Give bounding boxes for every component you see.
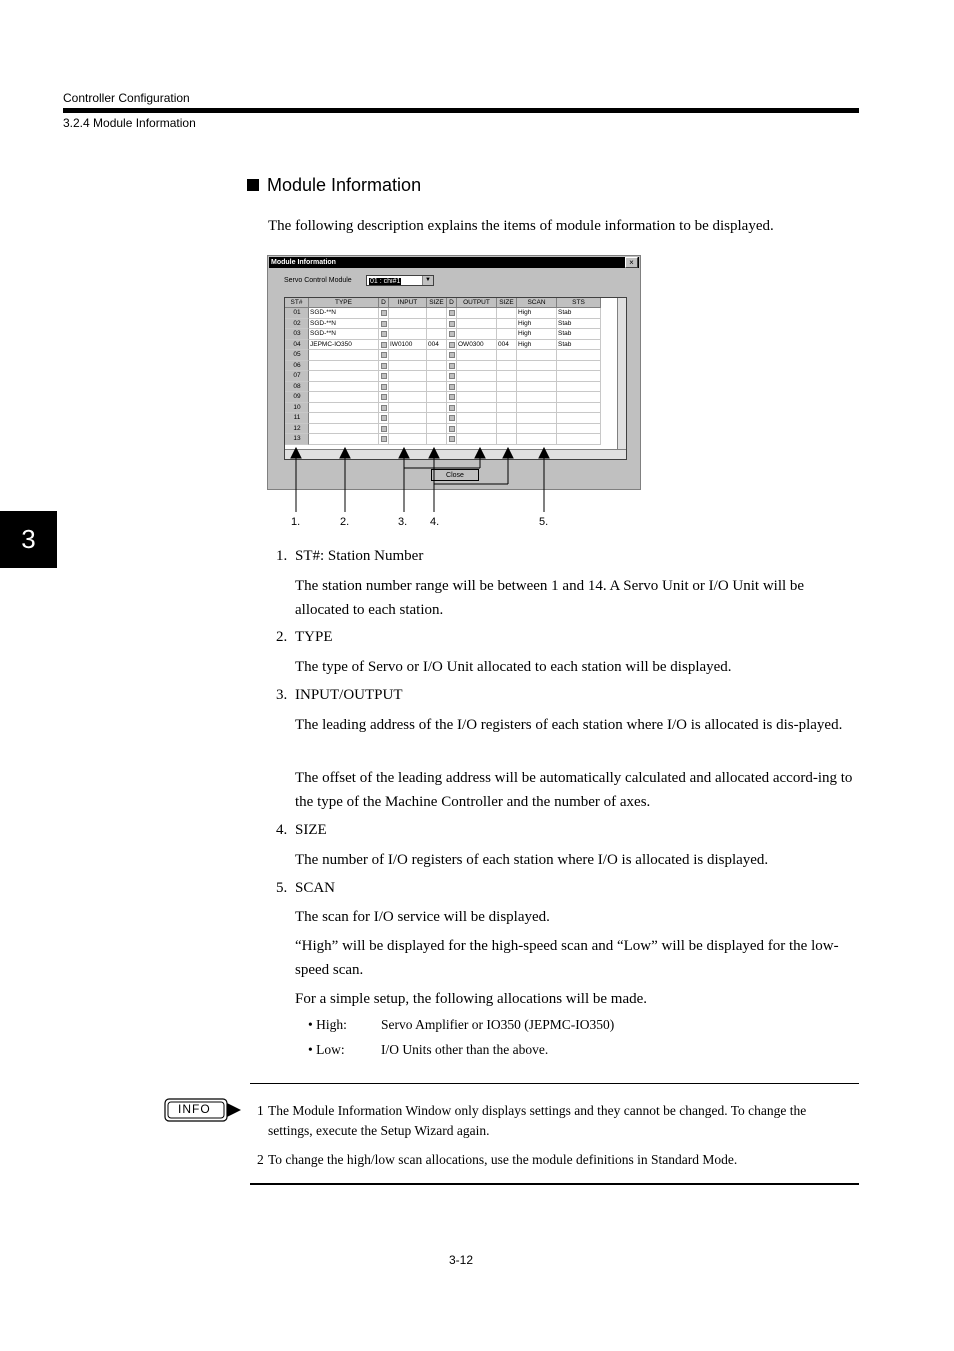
grid-cell-isize: [427, 350, 447, 361]
grid-cell-st: 08: [285, 382, 309, 393]
grid-cell-isize: [427, 424, 447, 435]
item-paragraph: The leading address of the I/O registers of each station where I/O is allocated is dis-played.: [295, 717, 843, 733]
item-paragraph: The scan for I/O service will be displayed.: [295, 909, 550, 925]
servo-control-module-label: Servo Control Module: [284, 277, 352, 284]
grid-cell-type: SGD-**N: [309, 319, 379, 330]
grid-cell-sts: [557, 392, 601, 403]
grid-column-header: D: [379, 298, 389, 308]
grid-row[interactable]: [285, 329, 619, 340]
grid-cell-input: [389, 371, 427, 382]
grid-cell-d: [447, 371, 457, 382]
grid-cell-osize: [497, 350, 517, 361]
grid-cell-type: [309, 361, 379, 372]
item-title: SCAN: [295, 880, 336, 896]
grid-cell-osize: [497, 413, 517, 424]
grid-cell-type: [309, 413, 379, 424]
grid-cell-osize: [497, 392, 517, 403]
bullet-label: • High:: [308, 1017, 347, 1032]
grid-cell-output: [457, 329, 497, 340]
grid-column-header: INPUT: [389, 298, 427, 308]
grid-cell-output: [457, 308, 497, 319]
grid-row[interactable]: [285, 392, 619, 403]
d-checkbox-icon[interactable]: [449, 426, 455, 432]
grid-cell-input: [389, 308, 427, 319]
grid-column-header: SIZE: [497, 298, 517, 308]
grid-cell-sts: [557, 424, 601, 435]
vertical-scrollbar[interactable]: [617, 298, 626, 449]
grid-cell-isize: [427, 434, 447, 445]
header-rule: [63, 108, 859, 113]
grid-cell-sts: [557, 403, 601, 414]
d-checkbox-icon[interactable]: [449, 436, 455, 442]
grid-row[interactable]: [285, 308, 619, 319]
grid-cell-output: [457, 424, 497, 435]
d-checkbox-icon[interactable]: [381, 331, 387, 337]
grid-column-header: SIZE: [427, 298, 447, 308]
grid-cell-input: [389, 319, 427, 330]
grid-cell-isize: [427, 403, 447, 414]
grid-cell-output: [457, 413, 497, 424]
grid-cell-d: [447, 392, 457, 403]
grid-cell-scan: [517, 382, 557, 393]
d-checkbox-icon[interactable]: [381, 415, 387, 421]
item-paragraph: The offset of the leading address will be automatically calculated and allocated accord-ing to the type of the Machine Controller and the number of axes.: [295, 770, 853, 810]
item-paragraph: “High” will be displayed for the high-speed scan and “Low” will be displayed for the low-speed scan.: [295, 938, 839, 978]
item-title: TYPE: [295, 629, 333, 645]
grid-cell-osize: [497, 371, 517, 382]
grid-cell-isize: [427, 371, 447, 382]
d-checkbox-icon[interactable]: [381, 352, 387, 358]
grid-cell-st: 02: [285, 319, 309, 330]
grid-cell-type: [309, 382, 379, 393]
intro-paragraph: The following description explains the items of module information to be displayed.: [268, 218, 774, 234]
grid-cell-type: [309, 403, 379, 414]
callout-label-5: 5.: [539, 516, 549, 528]
grid-cell-sts: Stab: [557, 308, 601, 319]
item-title: INPUT/OUTPUT: [295, 687, 403, 703]
grid-cell-input: [389, 434, 427, 445]
info-note-text: To change the high/low scan allocations, use the module definitions in Standard Mode.: [268, 1152, 738, 1167]
module-information-window: [267, 255, 641, 490]
running-header-title: Controller Configuration: [63, 91, 190, 105]
grid-cell-osize: [497, 361, 517, 372]
grid-cell-osize: [497, 424, 517, 435]
grid-cell-scan: High: [517, 340, 557, 351]
grid-cell-osize: [497, 382, 517, 393]
grid-cell-st: 11: [285, 413, 309, 424]
item-paragraph: For a simple setup, the following allocations will be made.: [295, 991, 648, 1007]
info-top-rule: [250, 1083, 859, 1084]
d-checkbox-icon[interactable]: [449, 310, 455, 316]
item-paragraph: The number of I/O registers of each station where I/O is allocated is displayed.: [295, 852, 769, 868]
grid-cell-st: 10: [285, 403, 309, 414]
grid-cell-input: IW0100: [389, 340, 427, 351]
grid-cell-d: [447, 350, 457, 361]
grid-cell-osize: [497, 329, 517, 340]
grid-cell-d: [447, 329, 457, 340]
grid-cell-isize: [427, 329, 447, 340]
grid-row[interactable]: [285, 434, 619, 445]
d-checkbox-icon[interactable]: [449, 342, 455, 348]
callout-label-4: 4.: [430, 516, 440, 528]
grid-cell-d: [447, 340, 457, 351]
callout-label-3: 3.: [398, 516, 408, 528]
grid-cell-sts: [557, 413, 601, 424]
bullet-text: Servo Amplifier or IO350 (JEPMC-IO350): [381, 1017, 615, 1032]
grid-cell-scan: [517, 413, 557, 424]
grid-cell-type: [309, 424, 379, 435]
grid-cell-d: [447, 403, 457, 414]
grid-cell-type: SGD-**N: [309, 329, 379, 340]
grid-cell-d: [379, 434, 389, 445]
grid-cell-st: 03: [285, 329, 309, 340]
grid-cell-output: [457, 361, 497, 372]
bullet-text: I/O Units other than the above.: [381, 1042, 549, 1057]
horizontal-scrollbar[interactable]: [285, 449, 626, 459]
heading-square-icon: [247, 179, 259, 191]
grid-column-header: D: [447, 298, 457, 308]
grid-cell-input: [389, 424, 427, 435]
grid-cell-isize: [427, 382, 447, 393]
grid-cell-osize: [497, 434, 517, 445]
chapter-tab: 3: [0, 511, 57, 568]
info-note-text: The Module Information Window only displays settings and they cannot be changed. To change the: [268, 1103, 807, 1118]
bullet-label: • Low:: [308, 1042, 345, 1057]
servo-control-module-select[interactable]: [366, 275, 434, 286]
grid-cell-d: [447, 361, 457, 372]
grid-cell-sts: [557, 350, 601, 361]
grid-cell-st: 01: [285, 308, 309, 319]
item-number: 5.: [276, 880, 288, 896]
running-header-section: 3.2.4 Module Information: [63, 116, 196, 130]
grid-cell-d: [379, 413, 389, 424]
grid-cell-output: [457, 403, 497, 414]
grid-cell-d: [447, 308, 457, 319]
d-checkbox-icon[interactable]: [381, 342, 387, 348]
grid-cell-input: [389, 403, 427, 414]
grid-cell-output: [457, 392, 497, 403]
grid-cell-input: [389, 361, 427, 372]
d-checkbox-icon[interactable]: [381, 384, 387, 390]
grid-cell-scan: High: [517, 319, 557, 330]
section-heading: Module Information: [267, 175, 422, 195]
info-badge-label: INFO: [178, 1102, 211, 1116]
grid-cell-st: 13: [285, 434, 309, 445]
grid-cell-d: [447, 434, 457, 445]
grid-cell-isize: [427, 319, 447, 330]
grid-row[interactable]: [285, 350, 619, 361]
d-checkbox-icon[interactable]: [381, 363, 387, 369]
grid-column-header: STS: [557, 298, 601, 308]
grid-row[interactable]: [285, 340, 619, 351]
item-number: 4.: [276, 822, 288, 838]
grid-cell-type: [309, 434, 379, 445]
grid-cell-scan: High: [517, 308, 557, 319]
dropdown-arrow-icon[interactable]: ▼: [422, 276, 433, 285]
d-checkbox-icon[interactable]: [449, 331, 455, 337]
grid-cell-output: OW0300: [457, 340, 497, 351]
close-button[interactable]: Close: [431, 469, 479, 481]
grid-cell-st: 05: [285, 350, 309, 361]
d-checkbox-icon[interactable]: [381, 394, 387, 400]
grid-cell-sts: Stab: [557, 319, 601, 330]
item-number: 2.: [276, 629, 288, 645]
grid-row[interactable]: [285, 413, 619, 424]
grid-cell-st: 06: [285, 361, 309, 372]
grid-cell-input: [389, 392, 427, 403]
grid-cell-output: [457, 350, 497, 361]
window-title: Module Information: [269, 257, 639, 268]
grid-cell-isize: [427, 308, 447, 319]
grid-cell-d: [379, 392, 389, 403]
grid-cell-isize: 004: [427, 340, 447, 351]
grid-cell-st: 09: [285, 392, 309, 403]
d-checkbox-icon[interactable]: [449, 394, 455, 400]
grid-cell-st: 07: [285, 371, 309, 382]
grid-cell-scan: [517, 361, 557, 372]
item-title: ST#: Station Number: [295, 548, 424, 564]
item-title: SIZE: [295, 822, 327, 838]
grid-cell-d: [379, 382, 389, 393]
grid-cell-input: [389, 413, 427, 424]
grid-cell-output: [457, 434, 497, 445]
grid-column-header: OUTPUT: [457, 298, 497, 308]
grid-cell-scan: [517, 392, 557, 403]
d-checkbox-icon[interactable]: [449, 373, 455, 379]
grid-cell-osize: [497, 308, 517, 319]
grid-cell-scan: [517, 434, 557, 445]
d-checkbox-icon[interactable]: [381, 436, 387, 442]
grid-cell-osize: [497, 319, 517, 330]
d-checkbox-icon[interactable]: [449, 352, 455, 358]
grid-row[interactable]: [285, 382, 619, 393]
grid-cell-d: [447, 319, 457, 330]
grid-column-header: ST#: [285, 298, 309, 308]
grid-cell-type: JEPMC-IO350: [309, 340, 379, 351]
grid-cell-scan: [517, 350, 557, 361]
item-number: 1.: [276, 548, 288, 564]
grid-cell-sts: [557, 371, 601, 382]
grid-cell-d: [379, 319, 389, 330]
grid-row[interactable]: [285, 371, 619, 382]
grid-cell-d: [447, 424, 457, 435]
grid-cell-isize: [427, 413, 447, 424]
grid-cell-isize: [427, 392, 447, 403]
grid-cell-d: [379, 340, 389, 351]
grid-row[interactable]: [285, 319, 619, 330]
d-checkbox-icon[interactable]: [449, 321, 455, 327]
module-grid: [284, 297, 627, 460]
grid-cell-type: [309, 350, 379, 361]
grid-cell-scan: [517, 403, 557, 414]
info-note-number: 2: [257, 1152, 264, 1167]
grid-cell-sts: [557, 382, 601, 393]
grid-cell-sts: Stab: [557, 329, 601, 340]
grid-cell-osize: [497, 403, 517, 414]
grid-cell-d: [379, 424, 389, 435]
info-note-text: settings, execute the Setup Wizard again.: [268, 1123, 490, 1138]
grid-cell-d: [379, 403, 389, 414]
grid-cell-osize: 004: [497, 340, 517, 351]
grid-cell-type: [309, 392, 379, 403]
grid-cell-st: 12: [285, 424, 309, 435]
callout-label-2: 2.: [340, 516, 350, 528]
grid-cell-d: [379, 361, 389, 372]
grid-cell-d: [447, 413, 457, 424]
grid-column-header: SCAN: [517, 298, 557, 308]
grid-cell-type: SGD-**N: [309, 308, 379, 319]
grid-row[interactable]: [285, 361, 619, 372]
servo-control-module-value: 01 : chi#1: [370, 278, 401, 285]
window-close-icon[interactable]: ×: [625, 257, 638, 268]
d-checkbox-icon[interactable]: [449, 415, 455, 421]
d-checkbox-icon[interactable]: [449, 384, 455, 390]
grid-cell-sts: [557, 361, 601, 372]
d-checkbox-icon[interactable]: [381, 321, 387, 327]
grid-cell-d: [379, 308, 389, 319]
callout-label-1: 1.: [291, 516, 301, 528]
grid-cell-output: [457, 371, 497, 382]
page-number: 3-12: [449, 1253, 474, 1267]
grid-cell-scan: High: [517, 329, 557, 340]
grid-cell-input: [389, 382, 427, 393]
grid-cell-sts: Stab: [557, 340, 601, 351]
d-checkbox-icon[interactable]: [449, 405, 455, 411]
grid-cell-d: [447, 382, 457, 393]
grid-cell-isize: [427, 361, 447, 372]
grid-cell-scan: [517, 424, 557, 435]
grid-row[interactable]: [285, 403, 619, 414]
item-paragraph: The station number range will be between 1 and 14. A Servo Unit or I/O Unit will be allocated to each station.: [295, 578, 805, 618]
grid-cell-output: [457, 382, 497, 393]
item-number: 3.: [276, 687, 288, 703]
grid-cell-output: [457, 319, 497, 330]
grid-cell-scan: [517, 371, 557, 382]
d-checkbox-icon[interactable]: [381, 373, 387, 379]
grid-cell-input: [389, 350, 427, 361]
d-checkbox-icon[interactable]: [381, 426, 387, 432]
item-paragraph: The type of Servo or I/O Unit allocated to each station will be displayed.: [295, 659, 732, 675]
d-checkbox-icon[interactable]: [381, 310, 387, 316]
grid-cell-input: [389, 329, 427, 340]
info-bottom-rule: [250, 1183, 859, 1185]
info-note-number: 1: [257, 1103, 264, 1118]
grid-cell-st: 04: [285, 340, 309, 351]
grid-cell-d: [379, 350, 389, 361]
grid-cell-sts: [557, 434, 601, 445]
grid-cell-type: [309, 371, 379, 382]
grid-column-header: TYPE: [309, 298, 379, 308]
grid-cell-d: [379, 329, 389, 340]
d-checkbox-icon[interactable]: [381, 405, 387, 411]
grid-cell-d: [379, 371, 389, 382]
d-checkbox-icon[interactable]: [449, 363, 455, 369]
grid-row[interactable]: [285, 424, 619, 435]
